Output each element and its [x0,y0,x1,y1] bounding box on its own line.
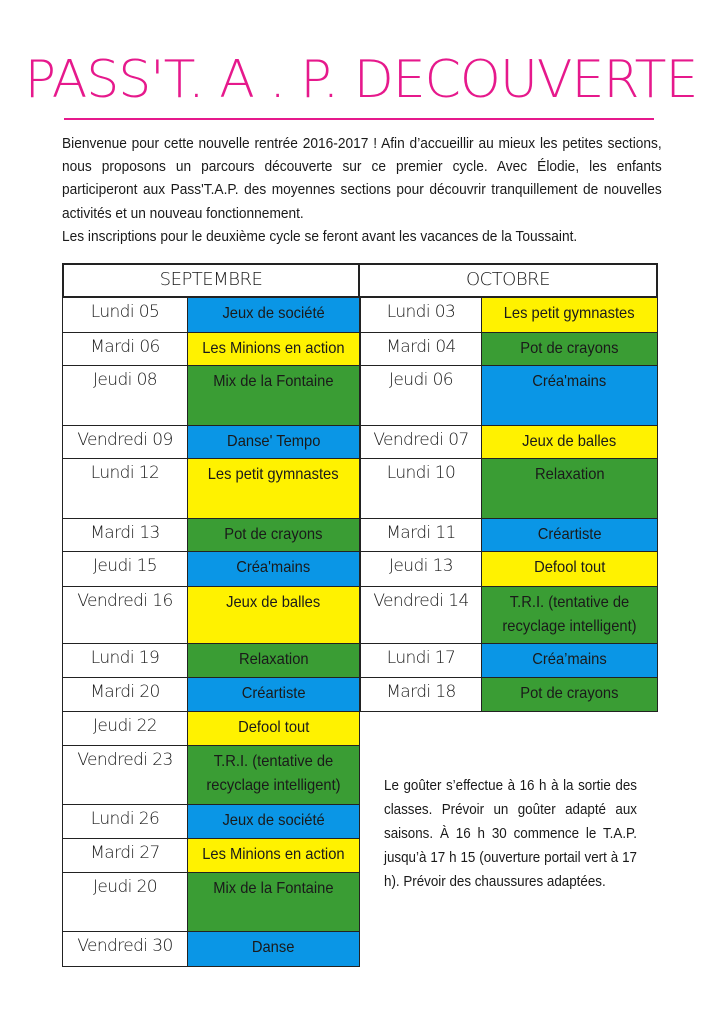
activity-label: Les Minions en action [202,846,345,863]
activity-cell [188,805,360,839]
september-row [62,298,360,333]
page-title: PASS'T. A . P. DECOUVERTE [24,50,698,110]
day-cell: Lundi 17 [360,644,482,678]
activity-label: T.R.I. (tentative de recyclage intelligent) [206,753,341,794]
day-cell: Vendredi 16 [62,587,188,644]
day-cell: Lundi 19 [62,644,188,678]
activity-label: Créa'mains [236,559,311,576]
day-cell: Jeudi 06 [360,366,482,426]
activity-label: Relaxation [534,466,605,483]
activity-cell [482,678,658,712]
day-cell: Mardi 04 [360,333,482,366]
activity-cell [482,644,658,678]
october-row [360,644,658,678]
activity-cell [482,298,658,333]
day-cell: Lundi 05 [62,298,188,333]
activity-cell [188,459,360,519]
activity-label: Pot de crayons [224,526,323,543]
activity-cell [188,678,360,712]
september-row [62,678,360,712]
september-row [62,333,360,366]
activity-cell [188,932,360,967]
activity-cell [482,552,658,587]
activity-cell [188,366,360,426]
day-cell: Jeudi 15 [62,552,188,587]
day-cell: Lundi 10 [360,459,482,519]
september-row [62,426,360,459]
activity-cell [188,587,360,644]
september-row [62,587,360,644]
october-row [360,298,658,333]
activity-label: Pot de crayons [520,685,619,702]
october-row [360,587,658,644]
activity-label: Jeux de société [222,812,325,829]
day-cell: Jeudi 13 [360,552,482,587]
october-row [360,459,658,519]
activity-cell [188,426,360,459]
activity-cell [188,519,360,552]
september-row [62,712,360,746]
title-underline [64,118,654,120]
day-cell: Lundi 03 [360,298,482,333]
activity-cell [188,712,360,746]
october-row [360,678,658,712]
activity-label: Pot de crayons [520,340,619,357]
activity-label: Créa'mains [532,373,607,390]
intro-registration: Les inscriptions pour le deuxième cycle se feront avant les vacances de la Toussaint. [62,228,578,245]
september-row [62,459,360,519]
activity-label: Jeux de balles [226,594,321,611]
activity-cell [482,426,658,459]
september-row [62,805,360,839]
september-row [62,839,360,873]
september-row [62,552,360,587]
activity-cell [188,839,360,873]
activity-label: Defool tout [237,719,310,736]
activity-label: Defool tout [533,559,606,576]
day-cell: Jeudi 08 [62,366,188,426]
activity-label: Créartiste [241,685,306,702]
october-row [360,366,658,426]
activity-cell [482,366,658,426]
day-cell: Mardi 11 [360,519,482,552]
activity-label: Jeux de société [222,305,325,322]
october-row [360,426,658,459]
activity-label: Danse [252,939,295,956]
day-cell: Vendredi 07 [360,426,482,459]
october-row [360,519,658,552]
day-cell: Jeudi 22 [62,712,188,746]
activity-label: Relaxation [238,651,309,668]
day-cell: Lundi 12 [62,459,188,519]
september-row [62,746,360,805]
day-cell: Mardi 06 [62,333,188,366]
intro-paragraph: Bienvenue pour cette nouvelle rentrée 2016-2017 ! Afin d’accueillir au mieux les petites sections, nous proposons un parcours découverte sur ce premier cycle. Avec Élodie, les enfants participeront aux Pass'T.A.P. des moyennes sections pour découvrir tranquillement de nouvelles activités et un nouveau fonctionnement. [62,136,662,222]
activity-label: Mix de la Fontaine [213,373,334,390]
activity-label: Mix de la Fontaine [213,880,334,897]
day-cell: Mardi 20 [62,678,188,712]
activity-cell [482,333,658,366]
day-cell: Mardi 13 [62,519,188,552]
intro-text [62,133,662,249]
activity-label: Danse' Tempo [226,433,321,450]
october-row [360,552,658,587]
activity-cell [482,519,658,552]
day-cell: Mardi 18 [360,678,482,712]
day-cell: Vendredi 30 [62,932,188,967]
day-cell: Vendredi 23 [62,746,188,805]
september-row [62,366,360,426]
activity-label: Jeux de balles [522,433,617,450]
activity-cell [188,644,360,678]
activity-label: Créartiste [537,526,602,543]
day-cell: Mardi 27 [62,839,188,873]
activity-cell [188,298,360,333]
info-note-text: Le goûter s’effectue à 16 h à la sortie des classes. Prévoir un goûter adapté aux saisons. À 16 h 30 commence le T.A.P. jusqu’à 17 h 15 (ouverture portail vert à 17 h). Prévoir des chaussures adaptées. [384,778,637,890]
september-row [62,873,360,932]
activity-label: Les Minions en action [202,340,345,357]
october-header: OCTOBRE [360,263,658,298]
day-cell: Vendredi 14 [360,587,482,644]
september-header: SEPTEMBRE [62,263,360,298]
day-cell: Lundi 26 [62,805,188,839]
info-note [384,774,638,894]
activity-cell [188,873,360,932]
september-row [62,932,360,967]
activity-cell [482,459,658,519]
activity-cell [188,552,360,587]
activity-label: Les petit gymnastes [208,466,339,483]
activity-label: Créa’mains [532,651,607,668]
day-cell: Vendredi 09 [62,426,188,459]
activity-cell [188,746,360,805]
activity-label: Les petit gymnastes [504,305,635,322]
activity-label: T.R.I. (tentative de recyclage intelligent) [502,594,637,635]
day-cell: Jeudi 20 [62,873,188,932]
october-row [360,333,658,366]
september-row [62,519,360,552]
activity-cell [482,587,658,644]
september-row [62,644,360,678]
activity-cell [188,333,360,366]
